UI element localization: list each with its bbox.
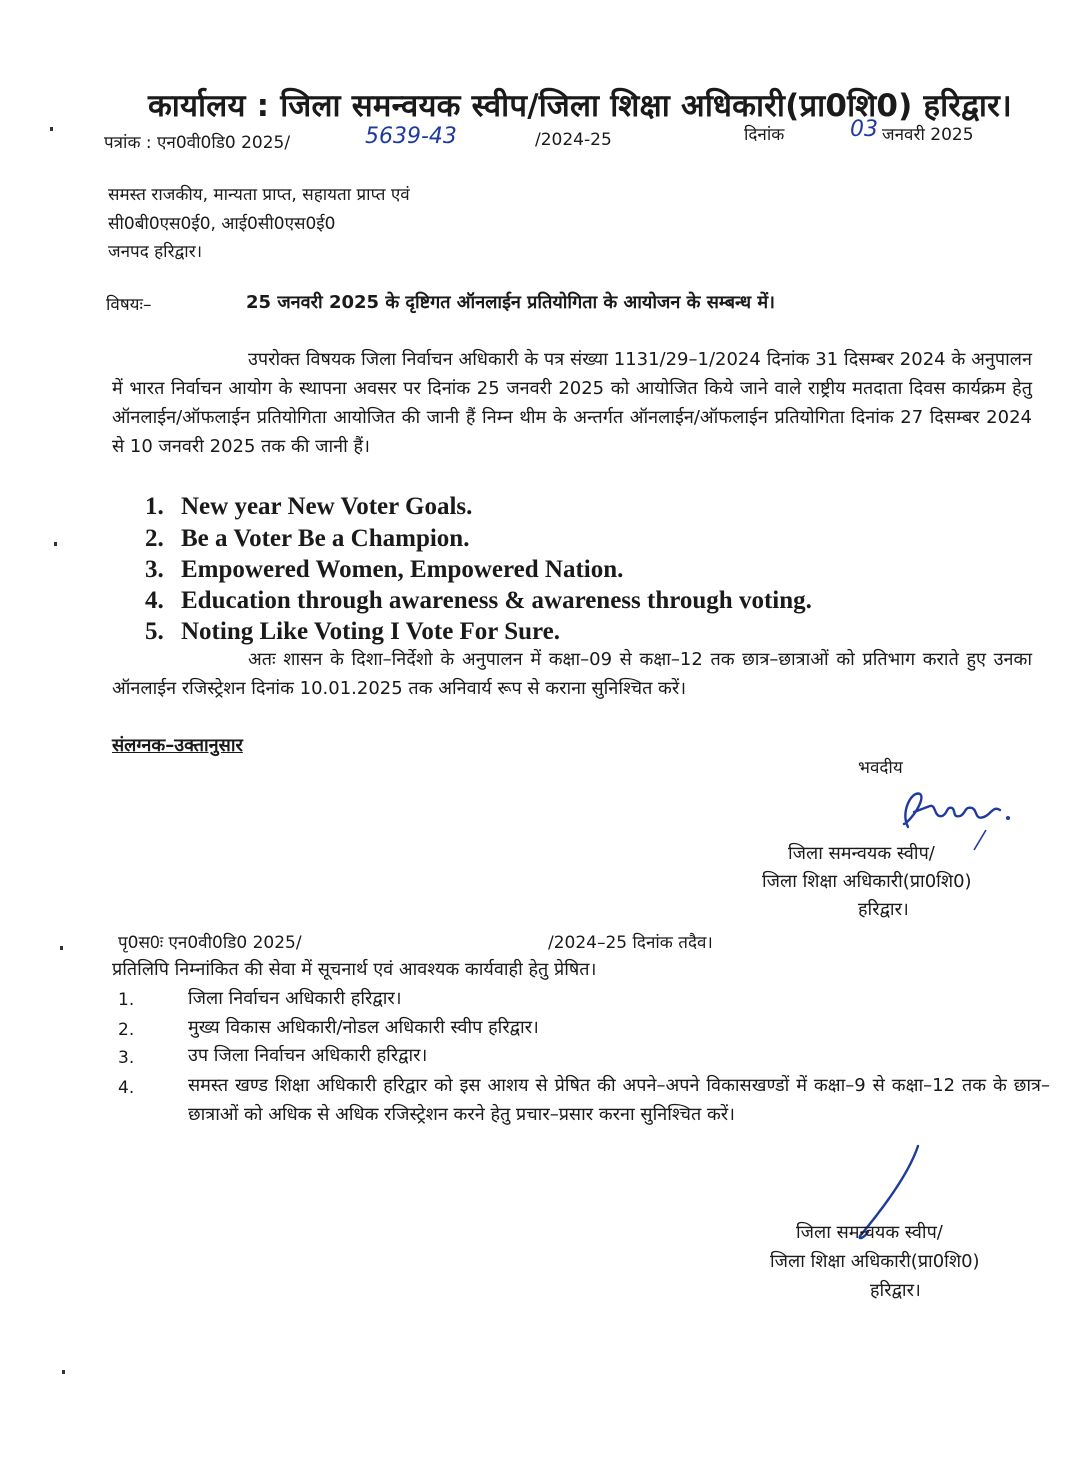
subject-label: विषयः– bbox=[106, 295, 152, 315]
copy-ref-year-date: /2024–25 दिनांक तदैव। bbox=[548, 933, 713, 953]
addressee-line-3: जनपद हरिद्वार। bbox=[108, 242, 203, 262]
copy-item-text: जिला निर्वाचन अधिकारी हरिद्वार। bbox=[188, 988, 402, 1009]
scan-speck bbox=[62, 1370, 65, 1374]
body-paragraph-2-text: अतः शासन के दिशा–निर्देशो के अनुपालन में कक्षा–09 से कक्षा–12 तक छात्र–छात्राओं को प्रतिभाग कराते हुए उनका ऑनलाईन रजिस्ट्रेशन दिनांक 10.01.2025 तक अनिवार्य रूप से कराना सुनिश्चित करें। bbox=[112, 649, 1032, 699]
theme-item: 2. Be a Voter Be a Champion. bbox=[145, 525, 470, 552]
patrank-handwritten-number: 5639-43 bbox=[365, 124, 457, 149]
copy-intro: प्रतिलिपि निम्नांकित की सेवा में सूचनार्थ एवं आवश्यक कार्यवाही हेतु प्रेषित। bbox=[112, 959, 597, 980]
enclosure-note: संलग्नक–उक्तानुसार bbox=[112, 735, 243, 756]
subject-text: 25 जनवरी 2025 के दृष्टिगत ऑनलाईन प्रतियोगिता के आयोजन के सम्बन्ध में। bbox=[246, 292, 775, 313]
patrank-label: पत्रांक : एन0वी0डि0 2025/ bbox=[104, 133, 291, 153]
copy-item-number: 4. bbox=[118, 1078, 135, 1098]
patrank-year: /2024-25 bbox=[535, 130, 612, 150]
copy-item-number: 2. bbox=[118, 1020, 135, 1040]
dinank-handwritten-day: 03 bbox=[850, 117, 878, 142]
copy-item-text: मुख्य विकास अधिकारी/नोडल अधिकारी स्वीप हरिद्वार। bbox=[188, 1017, 539, 1038]
body-paragraph-1-text: उपरोक्त विषयक जिला निर्वाचन अधिकारी के पत्र संख्या 1131/29–1/2024 दिनांक 31 दिसम्बर 2024 के अनुपालन में भारत निर्वाचन आयोग के स्थापना अवसर पर दिनांक 25 जनवरी 2025 को आयोजित किये जाने वाले राष्ट्रीय मतदाता दिवस कार्यक्रम हेतु ऑनलाईन/ऑफलाईन प्रतियोगिता आयोजित की जानी हैं निम्न थीम के अन्तर्गत ऑनलाईन/ऑफलाईन प्रतियोगिता दिनांक 27 दिसम्बर 2024 से 10 जनवरी 2025 तक की जानी हैं। bbox=[112, 349, 1032, 457]
signature1-place: हरिद्वार। bbox=[858, 899, 909, 920]
scan-speck bbox=[54, 542, 57, 546]
signature2-place: हरिद्वार। bbox=[870, 1280, 921, 1301]
theme-item: 5. Noting Like Voting I Vote For Sure. bbox=[145, 618, 561, 645]
copy-item-text: उप जिला निर्वाचन अधिकारी हरिद्वार। bbox=[188, 1045, 428, 1066]
theme-item: 3. Empowered Women, Empowered Nation. bbox=[145, 556, 624, 583]
body-paragraph-2 bbox=[112, 645, 1032, 703]
copy-item-text: समस्त खण्ड शिक्षा अधिकारी हरिद्वार को इस आशय से प्रेषित की अपने–अपने विकासखण्डों में कक्षा–9 से कक्षा–12 तक के छात्र–छात्राओं को अधिक से अधिक रजिस्ट्रेशन करने हेतु प्रचार–प्रसार करना सुनिश्चित करें। bbox=[188, 1075, 1050, 1125]
copy-ref-number: पृ0स0ः एन0वी0डि0 2025/ bbox=[118, 933, 302, 953]
signature2-designation-1: जिला समन्वयक स्वीप/ bbox=[796, 1222, 943, 1243]
copy-item-number: 3. bbox=[118, 1048, 135, 1068]
dinank-label: दिनांक bbox=[744, 125, 785, 145]
scan-speck bbox=[60, 946, 63, 950]
addressee-line-2: सी0बी0एस0ई0, आई0सी0एस0ई0 bbox=[108, 214, 336, 234]
signature1-designation-2: जिला शिक्षा अधिकारी(प्रा0शि0) bbox=[762, 871, 972, 892]
signature2-designation-2: जिला शिक्षा अधिकारी(प्रा0शि0) bbox=[770, 1251, 980, 1272]
dinank-month-year: जनवरी 2025 bbox=[882, 125, 974, 145]
addressee-line-1: समस्त राजकीय, मान्यता प्राप्त, सहायता प्राप्त एवं bbox=[108, 185, 410, 205]
handwritten-signature bbox=[890, 772, 1020, 852]
signature1-designation-1: जिला समन्वयक स्वीप/ bbox=[788, 843, 935, 864]
theme-item: 1. New year New Voter Goals. bbox=[145, 493, 473, 520]
scan-speck bbox=[50, 127, 53, 131]
theme-item: 4. Education through awareness & awareness through voting. bbox=[145, 587, 812, 614]
closing-bhavdiya: भवदीय bbox=[858, 758, 903, 778]
body-paragraph-1 bbox=[112, 345, 1032, 461]
copy-item-number: 1. bbox=[118, 990, 135, 1010]
office-title: कार्यालय : जिला समन्वयक स्वीप/जिला शिक्षा अधिकारी(प्रा0शि0) हरिद्वार। bbox=[148, 88, 1012, 124]
